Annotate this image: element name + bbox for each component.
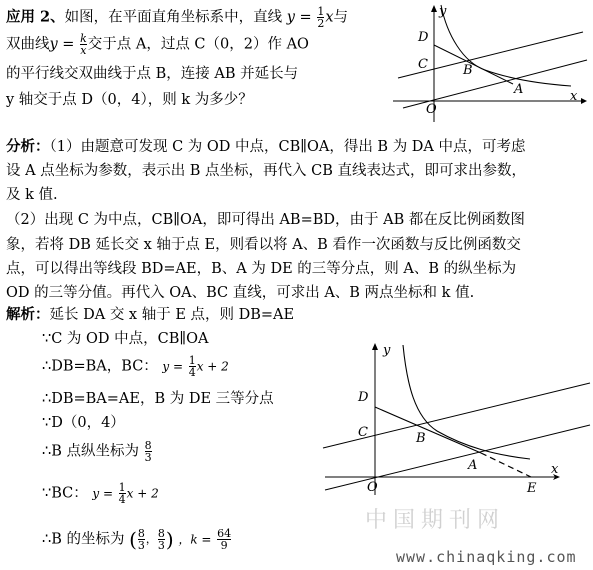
solution-step-5-text: ∴B 点纵坐标为 bbox=[42, 443, 139, 460]
solution-intro bbox=[6, 305, 294, 325]
analysis-line-7: OD 的三等分值。再代入 OA、BC 直线，可求出 A、B 两点坐标和 k 值. bbox=[6, 285, 475, 301]
line-slope-fraction: $\frac{1}{2}$ bbox=[317, 5, 325, 30]
fig2-label-d: D bbox=[358, 390, 369, 405]
b-coord-y-fraction: $\frac{8}{3}$ bbox=[157, 527, 165, 552]
solution-step-5 bbox=[42, 440, 153, 463]
analysis-line-4: （2）出现 C 为中点，CB∥OA，即可得出 AB=BD，由于 AB 都在反比例函数图 bbox=[6, 212, 525, 228]
solution-step-6-text: ∵BC： bbox=[42, 485, 88, 502]
problem-title: 应用 2、 bbox=[6, 8, 65, 26]
watermark-url: www.chinaqking.com bbox=[396, 548, 577, 566]
fig1-label-c: C bbox=[418, 57, 428, 72]
fig1-label-y: y bbox=[439, 4, 447, 19]
problem-text-1b: 与 bbox=[333, 9, 348, 26]
bc-equation-rest: x + 2 bbox=[196, 359, 229, 374]
b-coord-rparen: ) bbox=[165, 527, 174, 552]
fig1-label-x: x bbox=[570, 89, 578, 104]
b-coord-x-fraction: $\frac{8}{3}$ bbox=[137, 527, 145, 552]
fig2-label-a: A bbox=[468, 458, 478, 473]
analysis-label: 分析： bbox=[6, 138, 50, 155]
fig1-label-b: B bbox=[463, 63, 473, 78]
fig1-line-da bbox=[434, 45, 513, 84]
analysis-line-1 bbox=[6, 137, 526, 157]
solution-step-2 bbox=[42, 355, 229, 378]
fig2-label-x: x bbox=[551, 462, 559, 477]
problem-text-2b: 交于点 A，过点 C（0，2）作 AO bbox=[87, 36, 309, 53]
b-coord-lparen: ( bbox=[129, 527, 137, 552]
hyperbola-fraction: $\frac{k}{x}$ bbox=[80, 32, 87, 57]
solution-step-1: ∵C 为 OD 中点，CB∥OA bbox=[42, 331, 209, 347]
figure-1 bbox=[393, 0, 593, 125]
fig2-label-c: C bbox=[358, 425, 368, 440]
problem-line-4: y 轴交于点 D（0，4），则 k 为多少？ bbox=[6, 92, 253, 108]
fig2-label-e: E bbox=[527, 481, 537, 496]
hyperbola-lhs: y = bbox=[49, 36, 75, 53]
fig1-label-a: A bbox=[514, 82, 524, 97]
problem-text-2: 双曲线 bbox=[6, 36, 50, 53]
analysis-line-2: 设 A 点坐标为参数，表示出 B 点坐标，再代入 CB 直线表达式，即可求出参数， bbox=[6, 163, 527, 179]
solution-step-4: ∵D（0，4） bbox=[42, 415, 125, 431]
bc-slope-fraction-2: $\frac{1}{4}$ bbox=[118, 481, 126, 506]
fig2-label-y: y bbox=[383, 343, 391, 358]
analysis-line-5: 象，若将 DB 延长交 x 轴于点 E，则看以将 A、B 看作一次函数与反比例函数交 bbox=[6, 237, 521, 253]
line-equation-x: x bbox=[325, 9, 334, 26]
analysis-line-3: 及 k 值. bbox=[6, 187, 58, 203]
figure-2 bbox=[315, 335, 593, 500]
bc-equation-2-rest: x + 2 bbox=[126, 486, 159, 501]
analysis-line-6: 点，可以得出等线段 BD=AE，B、A 为 DE 的三等分点，则 A、B 的纵坐标为 bbox=[6, 261, 517, 277]
solution-step-6 bbox=[42, 482, 159, 505]
solution-step-7 bbox=[42, 528, 232, 551]
solution-step-7-text: ∴B 的坐标为 bbox=[42, 531, 125, 548]
bc-equation-2-lhs: y = bbox=[92, 486, 114, 501]
solution-intro-text: 延长 DA 交 x 轴于 E 点，则 DB=AE bbox=[49, 307, 295, 323]
analysis-text-1: （1）由题意可发现 C 为 OD 中点，CB∥OA，得出 B 为 DA 中点，可考虑 bbox=[49, 139, 526, 155]
fig1-hyperbola bbox=[441, 5, 571, 86]
k-value-fraction: $\frac{64}{9}$ bbox=[217, 527, 232, 552]
problem-line-2 bbox=[6, 33, 309, 56]
line-equation-lhs: y = bbox=[286, 9, 312, 26]
fig1-label-d: D bbox=[418, 30, 429, 45]
problem-line-3: 的平行线交双曲线于点 B，连接 AB 并延长与 bbox=[6, 66, 299, 82]
fig1-label-o: O bbox=[426, 102, 437, 117]
problem-text-1: 如图，在平面直角坐标系中，直线 bbox=[64, 9, 283, 26]
bc-equation-lhs: y = bbox=[162, 359, 184, 374]
bc-slope-fraction: $\frac{1}{4}$ bbox=[188, 354, 196, 379]
fig1-x-arrow bbox=[581, 98, 587, 104]
fig1-y-arrow bbox=[431, 5, 437, 12]
solution-label: 解析： bbox=[6, 306, 50, 323]
solution-step-2-text: ∴DB=BA，BC： bbox=[42, 358, 158, 375]
watermark-chinese: 中国期刊网 bbox=[365, 508, 506, 533]
fig2-label-b: B bbox=[416, 431, 426, 446]
problem-line-1 bbox=[6, 6, 348, 29]
solution-step-3: ∴DB=BA=AE，B 为 DE 三等分点 bbox=[42, 391, 274, 407]
fig2-y-arrow bbox=[372, 343, 378, 350]
k-equation-lhs: ，k = bbox=[178, 532, 212, 547]
b-ordinate-fraction: $\frac{8}{3}$ bbox=[144, 439, 152, 464]
fig2-dashed-extension bbox=[481, 453, 531, 477]
fig2-label-o: O bbox=[367, 480, 378, 495]
b-coord-comma: ， bbox=[145, 532, 157, 546]
